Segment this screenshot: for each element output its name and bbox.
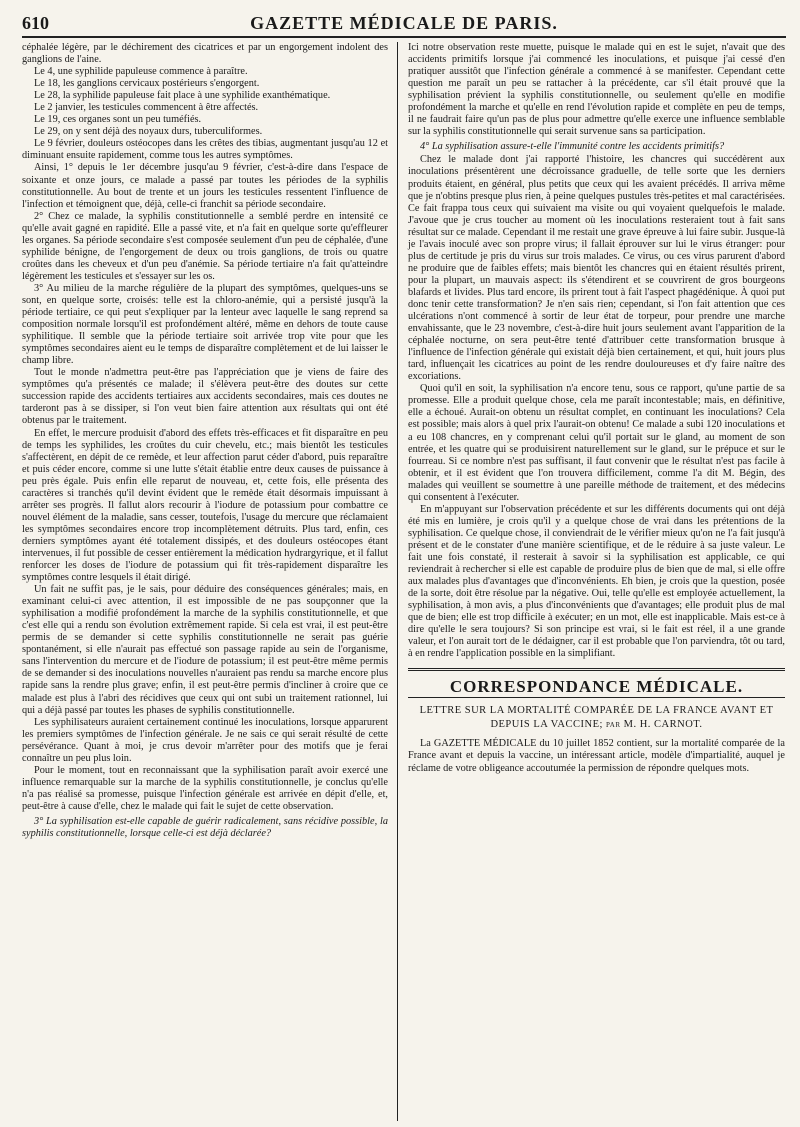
correspondence-section-title: CORRESPONDANCE MÉDICALE. (408, 681, 785, 698)
letter-body: La GAZETTE MÉDICALE du 10 juillet 1852 contient, sur la mortalité comparée de la France avant et depuis la vaccine, un intéressant article, modèle d'impartialité, auquel je réclame de votre obligeance accoutumée la permission de répondre quelques mots. (408, 738, 785, 774)
paragraph: Les syphilisateurs auraient certainement continué les inoculations, lorsque apparurent les premiers symptômes de l'infection générale. Je ne sais ce qui serait résulté de cette persévérance. Quant à moi, je crus devoir m'arrêter pour des motifs que je ferai connaître un peu plus loin. (22, 716, 388, 764)
letter-title: LETTRE SUR LA MORTALITÉ COMPARÉE DE LA FRANCE AVANT ET DEPUIS LA VACCINE; par M. H. CARNOT. (419, 705, 774, 731)
paragraph: Chez le malade dont j'ai rapporté l'histoire, les chancres qui succédèrent aux inoculations présentèrent une décroissance graduelle, de telle sorte que les derniers produits étaient, en général, plus petits que ceux qui les avaient précédés. Il arriva même que je n'obtins presque plus rien, à peine quelques pustules très-petites et mal caractérisées. Ce fait frappa tous ceux qui suivaient ma visite ou qui voyaient quelquefois le malade. J'avoue que je crus toucher au moment où les inoculations resteraient tout à fait sans résultat sur ce malade. Cependant il me restait une grave épreuve à lui faire subir. Jusque-là je l'avais inoculé avec son propre virus; il fallait éprouver sur lui le virus étranger: pour plus de certitude je pris du virus sur trois malades. Ce virus, ou ces virus parurent d'abord ne produire que de faibles effets; mais bientôt les chancres qui en étaient résultés prirent, pour la plupart, un mauvais aspect: ils s'étendirent et se couvrirent de gros bourgeons blafards et livides. Plus tard encore, ils prirent tout à fait l'aspect phagédénique. À quoi put donc tenir cette transformation? Je n'en sais rien; cependant, si l'on fait attention que ces ulcérations n'ont commencé à sortir de leur état de torpeur, pour prendre une marche envahissante, que le 23 novembre, c'est-à-dire huit jours seulement avant l'apparition de la céphalée nocturne, on sera peut-être tenté d'attribuer cette transformation brusque à l'influence de l'infection générale qui existait déjà bien certainement, et qui, huit jours plus tard, influençait les cicatrices au point de les rendre douloureuses et d'y faire naître des excoriations. (408, 154, 785, 383)
section-heading: 3° La syphilisation est-elle capable de guérir radicalement, sans récidive possible, la syphilis constitutionnelle, lorsque celle-ci est déjà déclarée? (22, 816, 388, 840)
section-heading: 4° La syphilisation assure-t-elle l'immunité contre les accidents primitifs? (420, 141, 725, 153)
journal-title: GAZETTE MÉDICALE DE PARIS. (250, 13, 558, 33)
paragraph: 2° Chez ce malade, la syphilis constitutionnelle a semblé perdre en intensité ce qu'elle avait gagné en rapidité. Elle a passé vite, et n'a fait en quelque sorte qu'effleurer les organes. Sa période secondaire s'est composée seulement d'un peu de céphalée, d'une syphilide bénigne, de l'engorgement de deux ou trois ganglions, de trois ou quatre croûtes dans les cheveux et d'un peu d'anémie. Sa période tertiaire n'a fait qu'atteindre légèrement les testicules et s'essayer sur les os. (22, 210, 388, 282)
paragraph: Ici notre observation reste muette, puisque le malade qui en est le sujet, n'avait que des accidents primitifs lorsque j'ai commencé les inoculations, et puisque j'ai cessé d'en pratiquer aussitôt que l'infection générale a commencé à se manifester. Cependant cette question me paraît un peu se rattacher à la précédente, car s'il était prouvé que la syphilisation prévient la syphilis constitutionnelle, ou seulement qu'elle en modifie profondément la marche et qu'elle en rend l'évolution rapide et complète en peu de temps, il ne faudrait faire qu'un pas de plus pour admettre qu'elle exerce une influence semblable sur la syphilis constitutionnelle qui serait survenue sans sa participation. (408, 42, 785, 138)
right-column (398, 42, 785, 1121)
right-column-article (408, 42, 785, 660)
paragraph: En effet, le mercure produisit d'abord des effets très-efficaces et fit disparaître en peu de temps les syphilides, les croûtes du cuir chevelu, etc.; mais bientôt les testicules s'affectèrent, en dépit de ce remède, et leur affection parut céder d'abord, puis reparaître et puis céder encore, comme si une lutte s'était établie entre deux causes de puissance à peu près égale. Puis enfin elle reparut de nouveau, et, cette fois, elle présenta des caractères si tranchés qu'il devint évident que le remède était désormais impuissant à arrêter ses progrès. Il fallut alors recourir à l'iodure de potassium pour combattre ce nouvel élément de la maladie, sans cesser, toutefois, l'usage du mercure que réclamaient les symptômes secondaires encore trop incomplètement détruits. Plus tard, enfin, ces derniers symptômes ayant été totalement dissipés, et des douleurs ostéocopes étant intervenues, il fut possible de cesser entièrement la médication hydrargyrique, et il fallut renforcer les doses de l'iodure de potassium qui fit très-rapidement disparaître les symptômes contre lesquels il était dirigé. (22, 427, 388, 584)
paragraph: 3° Au milieu de la marche régulière de la plupart des symptômes, quelques-uns se sont, en quelque sorte, croisés: telle est la chloro-anémie, qui a persisté jusqu'à la période tertiaire, ce qui peut s'expliquer par la lenteur avec laquelle le sang reprend sa composition normale lorsqu'il est profondément altéré, même en dehors de toute cause syphilitique. Il semble que la période tertiaire soit arrivée trop vite pour que les symptômes secondaires aient eu le temps de disparaître complètement et de lui laisser le champ libre. (22, 282, 388, 367)
paragraph: Le 18, les ganglions cervicaux postérieurs s'engorgent. (34, 78, 260, 90)
paragraph: Le 2 janvier, les testicules commencent à être affectés. (34, 102, 259, 114)
paragraph: Le 19, ces organes sont un peu tuméfiés. (34, 114, 202, 126)
left-column (22, 42, 397, 1121)
page-number: 610 (22, 13, 49, 33)
paragraph: Un fait ne suffit pas, je le sais, pour déduire des conséquences générales; mais, en examinant celui-ci avec attention, il est impossible de ne pas soupçonner que la syphilisation a modifié profondément la marche de la syphilis constitutionnelle, et que c'est elle qui a rendu son évolution extrêmement rapide. Si cela est vrai, il est peut-être permis de se demander si cette syphilis constitutionnelle ne serait pas guérie spontanément, si elle n'aurait pas effectué son passage rapide au sein de l'organisme, sans l'intervention du mercure et de l'iodure de potassium; il est peut-être même permis de se demander si des inoculations nouvelles n'auraient pas rendu sa marche encore plus rapide sans la rendre plus grave; enfin, il est peut-être permis d'incliner à croire que ce malade est plus à l'abri des récidives que ceux qui ont subi un traitement rationnel, lui qui a déjà passé par toutes les phases de syphilis constitutionnelle. (22, 584, 388, 716)
paragraph: Le 4, une syphilide papuleuse commence à paraître. (34, 66, 248, 78)
page-header (22, 10, 786, 38)
paragraph: Quoi qu'il en soit, la syphilisation n'a encore tenu, sous ce rapport, qu'une partie de sa promesse. Elle a produit quelque chose, cela me paraît incontestable; mais, en définitive, elle a échoué. Aurait-on obtenu un résultat complet, en continuant les inoculations? Cela est possible; mais alors à quel prix l'aurait-on obtenu! Ce malade a subi 120 inoculations et a eu 108 chancres, en y comprenant celui qu'il portait sur le gland, au moment de son entrée, et les quatre qui se produisirent naturellement sur le gland, sur le prépuce et sur le fourreau. Si ce nombre n'est pas suffisant, il faut convenir que le résultat n'est pas facile à obtenir, et il est évident que l'on trouvera difficilement, comme l'a dit M. Bégin, des malades qui veuillent se soumettre à une pareille méthode de traitement, et des médecins qui consentent à l'exécuter. (408, 383, 785, 503)
paragraph: Pour le moment, tout en reconnaissant que la syphilisation paraît avoir exercé une influence remarquable sur la marche de la syphilis constitutionnelle, je conclus qu'elle n'a pas réalisé sa promesse, puisque l'infection générale est arrivée en dépit d'elle, et, peut-être à cause d'elle, chez le malade qui fait le sujet de cette observation. (22, 764, 388, 812)
paragraph: Ainsi, 1° depuis le 1er décembre jusqu'au 9 février, c'est-à-dire dans l'espace de soixante et onze jours, ce malade a passé par toutes les périodes de la syphilis constitutionnelle. Au bout de trente et un jours les testicules ressentent l'influence de l'infection et témoignent que, déjà, celle-ci franchit sa période secondaire. (22, 162, 388, 210)
paragraph: Tout le monde n'admettra peut-être pas l'appréciation que je viens de faire des symptômes qu'a présentés ce malade; il s'élèvera peut-être des doutes sur cette succession rapide des accidents tertiaires aux accidents secondaires, mais ces doutes ne tarderont pas à se dissiper, si l'on veut bien faire attention aux résultats qui ont été obtenus par le traitement. (22, 367, 388, 427)
paragraph: Le 28, la syphilide papuleuse fait place à une syphilide exanthématique. (34, 90, 331, 102)
paragraph: céphalée légère, par le déchirement des cicatrices et par un engorgement indolent des ganglions de l'aine. (22, 42, 388, 66)
paragraph: Le 29, on y sent déjà des noyaux durs, tuberculiformes. (34, 126, 263, 138)
paragraph: En m'appuyant sur l'observation précédente et sur les différents documents qui ont déjà été mis en lumière, je crois qu'il y a quelque chose de vrai dans les prétentions de la syphilisation. Ce quelque chose, il conviendrait de le vérifier mieux qu'on ne l'a fait jusqu'à présent et de le constater d'une manière scientifique, et de le réduire à sa juste valeur. Le fait une fois constaté, il resterait à savoir si la syphilisation est applicable, ce qui reviendrait à rechercher si elle est capable de produire plus de bien que de mal, si elle offre aux malades plus d'avantages que d'inconvénients. Eh bien, je crois que la question, posée de la sorte, doit être résolue par la négative. Oui, telle qu'elle est employée actuellement, la syphilisation, à mon avis, a plus d'inconvénients que d'avantages; elle produit plus de mal que de bien; elle est trop difficile à exécuter; en un mot, elle est inapplicable. Mais est-ce à dire qu'elle le sera toujours? Si son principe est vrai, si le fait est réel, il a une grande valeur, et l'on aurait tort de le dédaigner, car il est probable que l'on parviendra, tôt ou tard, à en rendre l'application possible en la simplifiant. (408, 503, 785, 660)
section-divider (408, 668, 785, 671)
text-columns (22, 42, 788, 1121)
paragraph: Le 9 février, douleurs ostéocopes dans les crêtes des tibias, augmentant jusqu'au 12 et diminuant ensuite rapidement, comme tous les autres symptômes. (22, 138, 388, 162)
